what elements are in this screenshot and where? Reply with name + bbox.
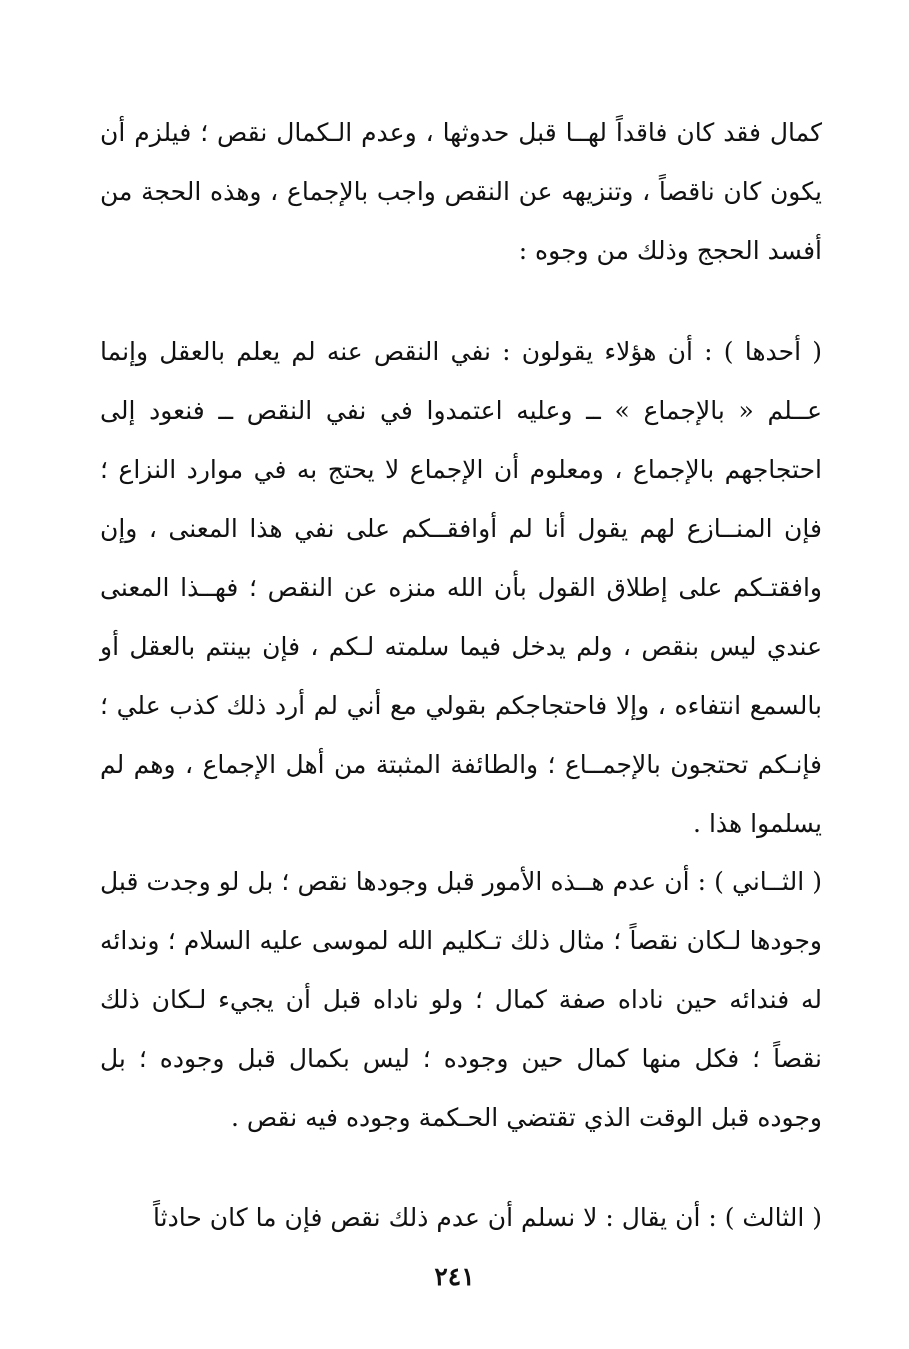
paragraph-continuation: كمال فقد كان فاقداً لهــا قبل حدوثها ، وعدم الـكمال نقص ؛ فيلزم أن يكون كان ناقصاً ، وتنزيهه عن النقص واجب بالإجماع ، وهذه الحجة من أفسد الحجج وذلك من وجوه : (100, 118, 822, 265)
paragraph-third-point: ( الثالث ) : أن يقال : لا نسلم أن عدم ذلك نقص فإن ما كان حادثاً (153, 1203, 822, 1232)
page-number: ٢٤١ (434, 1262, 475, 1291)
paragraph-first-point: ( أحدها ) : أن هؤلاء يقولون : نفي النقص عنه لم يعلم بالعقل وإنما عــلم « بالإجماع » ــ وعليه اعتمدوا في نفي النقص ــ فنعود إلى احتجاجهم بالإجماع ، ومعلوم أن الإجماع لا يحتج به في موارد النزاع ؛ فإن المنــازع لهم يقول أنا لم أوافقــكم على نفي هذا المعنى ، وإن وافقتـكم على إطلاق القول بأن الله منزه عن النقص ؛ فهــذا المعنى عندي ليس بنقص ، ولم يدخل فيما سلمته لـكم ، فإن بينتم بالعقل أو بالسمع انتفاءه ، وإلا فاحتجاجكم بقولي مع أني لم أرد ذلك كذب علي ؛ فإنـكم تحتجون بالإجمــاع ؛ والطائفة المثبتة من أهل الإجماع ، وهم لم يسلموا هذا . (100, 337, 822, 838)
paragraph-second-point: ( الثــاني ) : أن عدم هــذه الأمور قبل وجودها نقص ؛ بل لو وجدت قبل وجودها لـكان نقصاً ؛ مثال ذلك تـكليم الله لموسى عليه السلام ؛ وندائه له فندائه حين ناداه صفة كمال ؛ ولو ناداه قبل أن يجيء لـكان ذلك نقصاً ؛ فكل منها كمال حين وجوده ؛ ليس بكمال قبل وجوده ؛ بل وجوده قبل الوقت الذي تقتضي الحـكمة وجوده فيه نقص . (100, 867, 822, 1132)
